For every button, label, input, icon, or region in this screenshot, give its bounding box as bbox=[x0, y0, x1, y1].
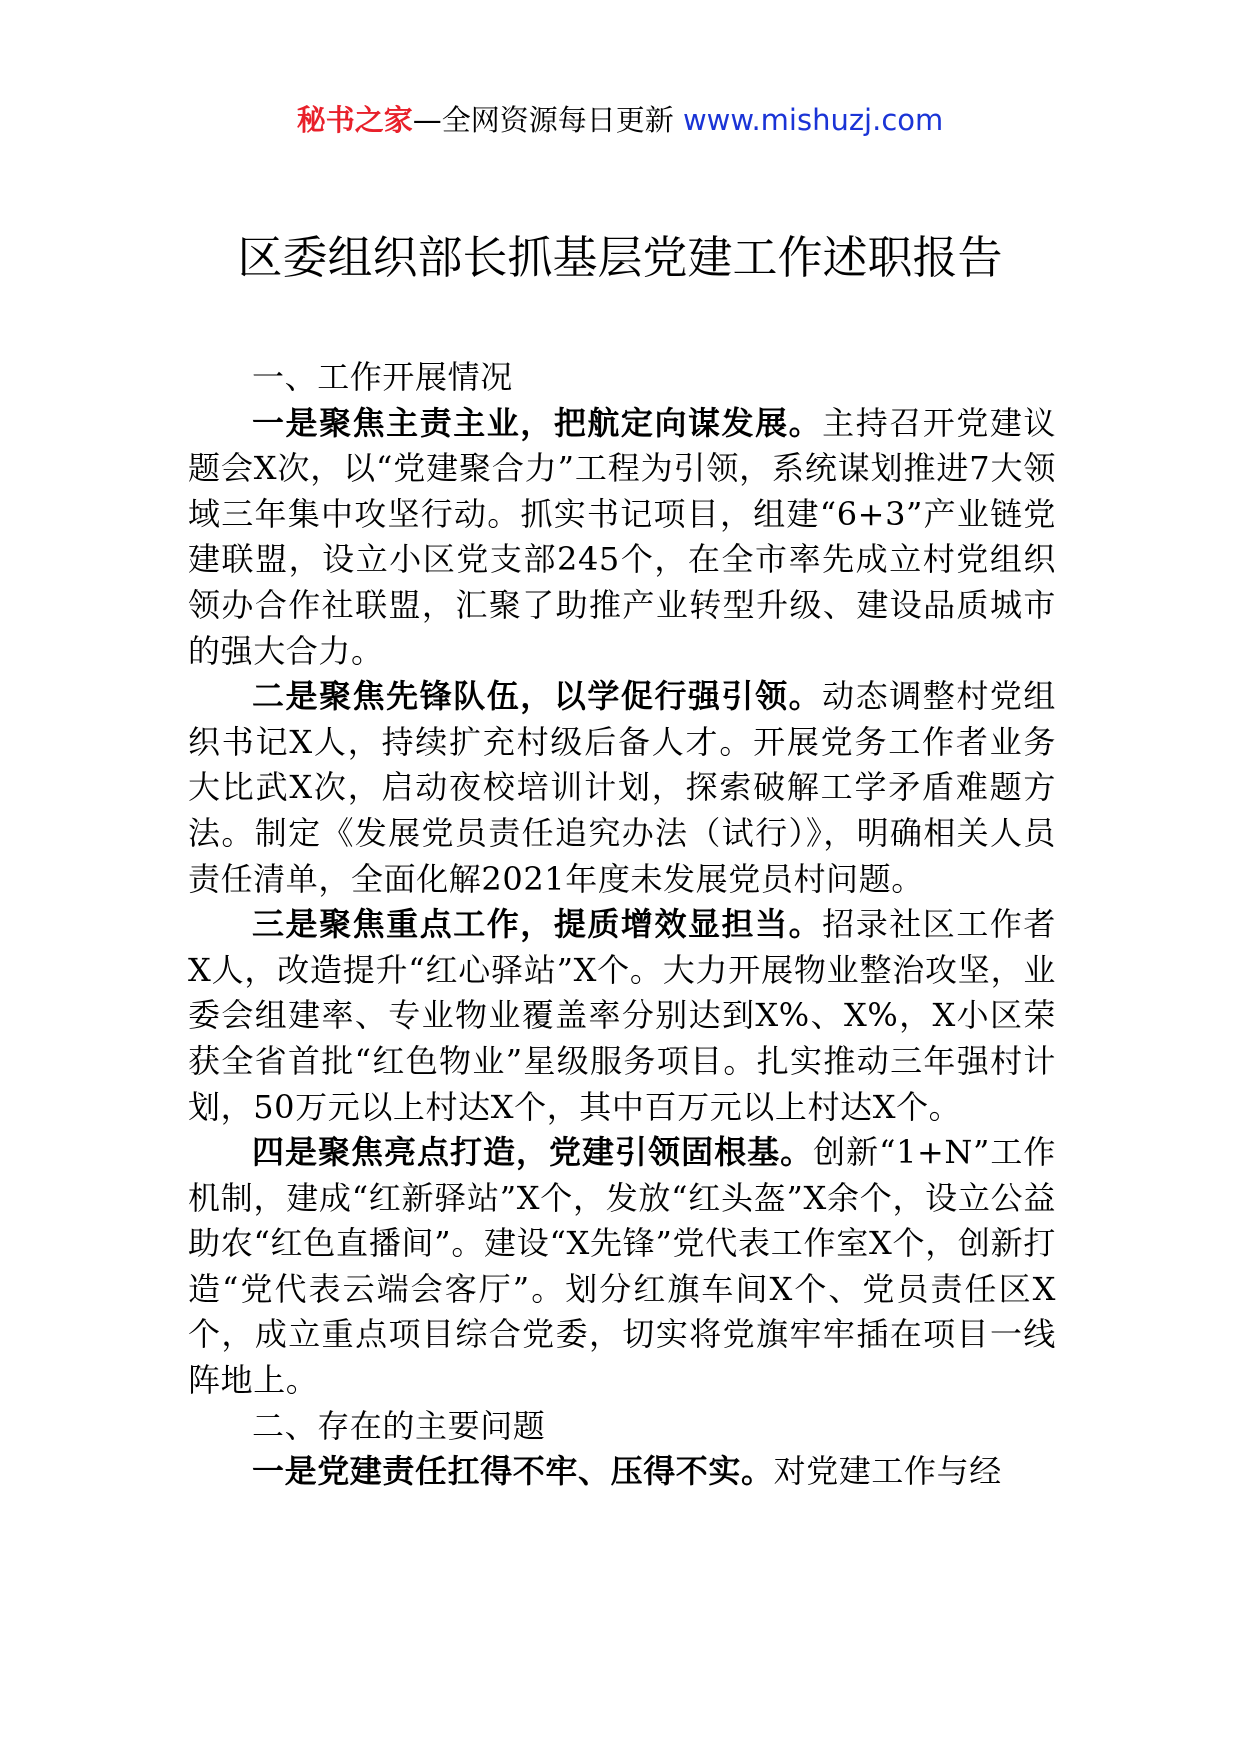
paragraph-2 bbox=[188, 674, 1056, 902]
paragraph-5 bbox=[188, 1449, 1056, 1495]
paragraph-2-lead: 二是聚焦先锋队伍，以学促行强引领。 bbox=[252, 677, 823, 716]
paragraph-5-lead: 一是党建责任扛得不牢、压得不实。 bbox=[252, 1452, 774, 1491]
paragraph-4-text: 创新“1+N”工作机制，建成“红新驿站”X个，发放“红头盔”X余个，设立公益助农“红色直播间”。建设“X先锋”党代表工作室X个，创新打造“党代表云端会客厅”。划分红旗车间X个、党员责任区X个，成立重点项目综合党委，切实将党旗牢牢插在项目一线阵地上。 bbox=[188, 1133, 1057, 1400]
paragraph-3-text: 招录社区工作者X人，改造提升“红心驿站”X个。大力开展物业整治攻坚，业委会组建率、专业物业覆盖率分别达到X%、X%，X小区荣获全省首批“红色物业”星级服务项目。扎实推动三年强村计划，50万元以上村达X个，其中百万元以上村达X个。 bbox=[188, 905, 1057, 1126]
paragraph-4-lead: 四是聚焦亮点打造，党建引领固根基。 bbox=[252, 1133, 814, 1172]
section-heading-problems: 二、存在的主要问题 bbox=[252, 1406, 546, 1445]
paragraph-2-text: 动态调整村党组织书记X人，持续扩充村级后备人才。开展党务工作者业务大比武X次，启动夜校培训计划，探索破解工学矛盾难题方法。制定《发展党员责任追究办法（试行）》，明确相关人员责任清单，全面化解2021年度未发展党员村问题。 bbox=[188, 677, 1057, 898]
paragraph-1-text: 主持召开党建议题会X次，以“党建聚合力”工程为引领，系统谋划推进7大领域三年集中攻坚行动。抓实书记项目，组建“6+3”产业链党建联盟，设立小区党支部245个，在全市率先成立村党组织领办合作社联盟，汇聚了助推产业转型升级、建设品质城市的强大合力。 bbox=[188, 403, 1057, 670]
paragraph-4 bbox=[188, 1130, 1056, 1404]
site-url-link[interactable]: www.mishuzj.com bbox=[682, 103, 944, 137]
document-body bbox=[188, 355, 1056, 1495]
paragraph-1-lead: 一是聚焦主责主业，把航定向谋发展。 bbox=[252, 403, 823, 442]
paragraph-3-lead: 三是聚焦重点工作，提质增效显担当。 bbox=[252, 905, 823, 944]
document-title: 区委组织部长抓基层党建工作述职报告 bbox=[237, 231, 1003, 284]
brand-name: 秘书之家 bbox=[296, 103, 413, 137]
paragraph-1 bbox=[188, 401, 1056, 675]
paragraph-5-text: 对党建工作与经 bbox=[773, 1452, 1002, 1491]
site-header bbox=[0, 100, 1240, 140]
header-slogan: —全网资源每日更新 bbox=[412, 103, 674, 137]
section-heading-work-status: 一、工作开展情况 bbox=[252, 358, 513, 396]
paragraph-3 bbox=[188, 902, 1056, 1130]
